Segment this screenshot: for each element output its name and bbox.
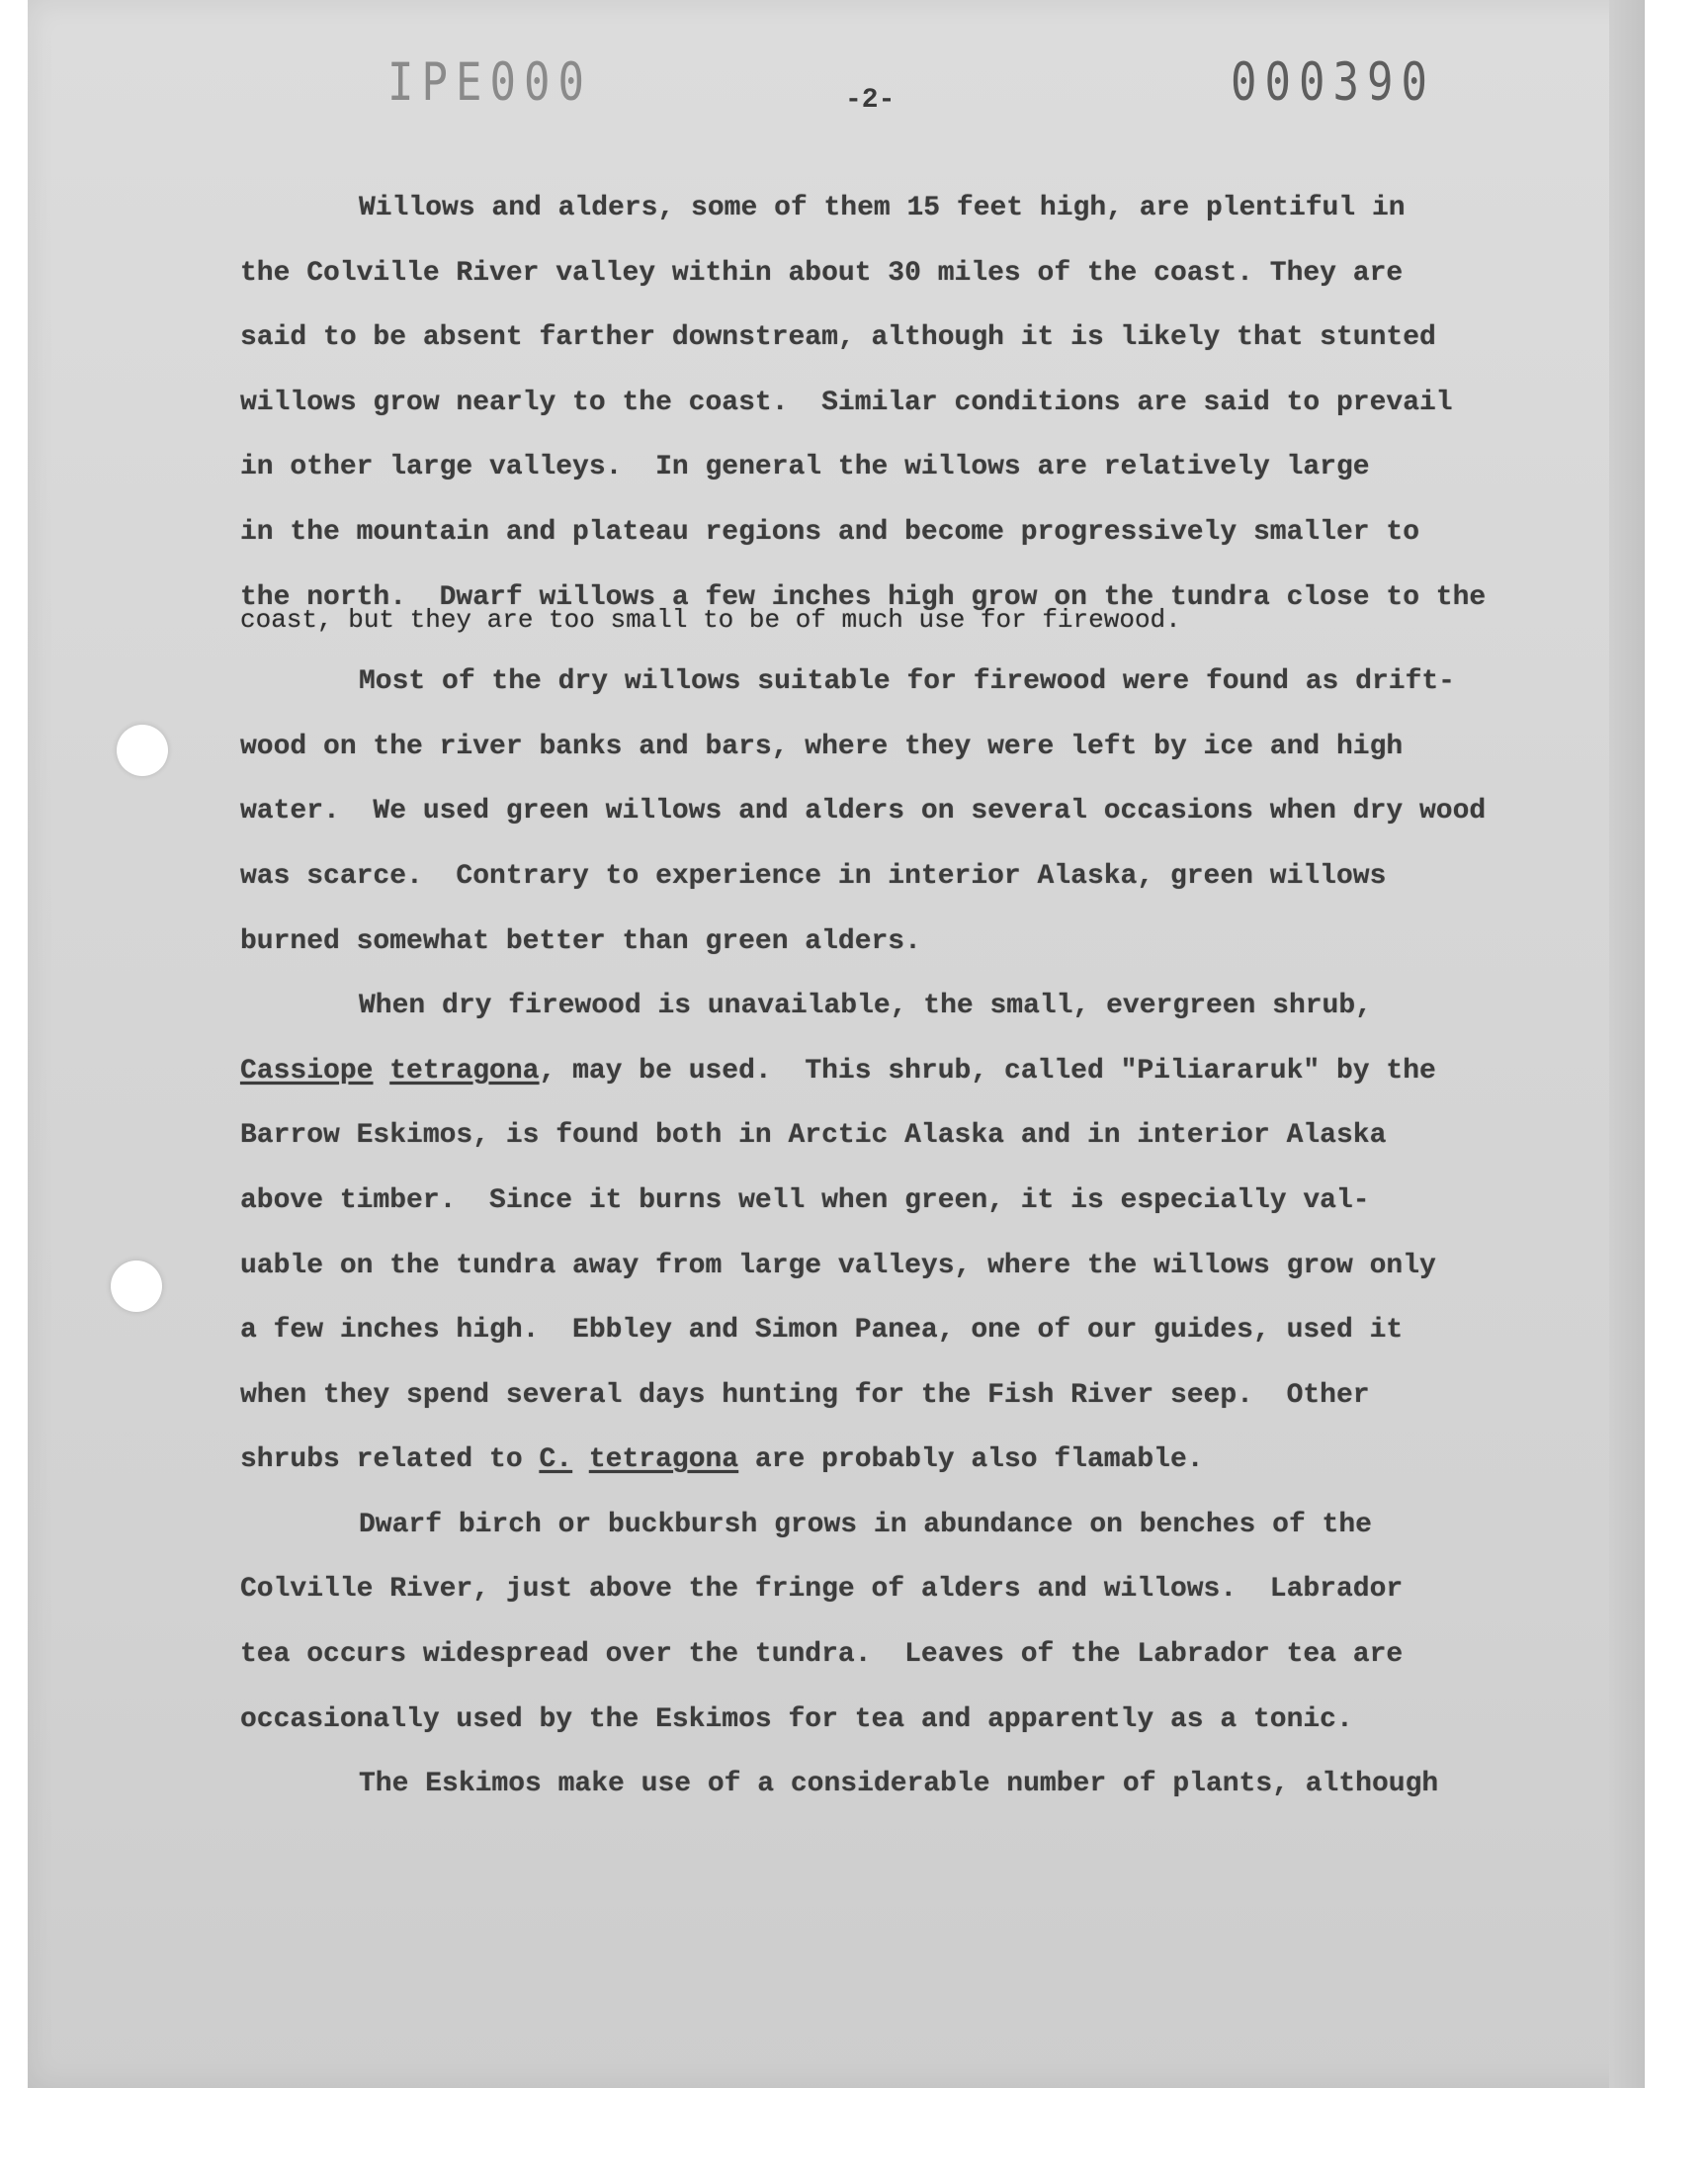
text-line: said to be absent farther downstream, although it is likely that stunted (240, 322, 1436, 354)
text-line (240, 1428, 1495, 1493)
text-span (572, 1444, 589, 1475)
text-line: Dwarf birch or buckbursh grows in abundance on benches of the (359, 1509, 1372, 1540)
text-line-typed-insert: coast, but they are too small to be of much use for firewood. (240, 605, 1181, 636)
text-line: in the mountain and plateau regions and become progressively smaller to (240, 516, 1419, 548)
text-line: Barrow Eskimos, is found both in Arctic Alaska and in interior Alaska (240, 1120, 1387, 1152)
underlined-species: tetragona (389, 1055, 540, 1087)
text-span: , may be used. This shrub, called "Piliararuk" by the (539, 1055, 1436, 1087)
text-line: the north. Dwarf willows a few inches high grow on the tundra close to the (240, 581, 1487, 613)
underlined-genus: Cassiope (240, 1055, 374, 1087)
text-line: above timber. Since it burns well when green, it is especially val- (240, 1184, 1370, 1216)
text-line: occasionally used by the Eskimos for tea and apparently as a tonic. (240, 1703, 1353, 1735)
text-line: Colville River, just above the fringe of alders and willows. Labrador (240, 1574, 1404, 1606)
text-line (240, 1039, 1495, 1104)
text-line: the Colville River valley within about 30 miles of the coast. They are (240, 257, 1404, 289)
text-span (373, 1056, 389, 1087)
text-line: when they spend several days hunting for the Fish River seep. Other (240, 1379, 1370, 1411)
text-line: was scarce. Contrary to experience in interior Alaska, green willows (240, 860, 1387, 892)
text-line: The Eskimos make use of a considerable number of plants, although (359, 1769, 1439, 1800)
text-line: a few inches high. Ebbley and Simon Panea, one of our guides, used it (240, 1315, 1404, 1347)
text-line: in other large valleys. In general the willows are relatively large (240, 452, 1370, 483)
document-stamp-right: 000390 (1231, 51, 1435, 114)
text-line: Willows and alders, some of them 15 feet high, are plentiful in (359, 193, 1406, 223)
punch-hole (111, 1261, 162, 1312)
text-span: are probably also flamable. (738, 1444, 1204, 1476)
text-line: Most of the dry willows suitable for firewood were found as drift- (359, 666, 1455, 698)
text-line: water. We used green willows and alders on several occasions when dry wood (240, 796, 1487, 827)
underlined-genus: C. (539, 1444, 573, 1476)
underlined-species: tetragona (588, 1444, 739, 1476)
text-line: willows grow nearly to the coast. Similar conditions are said to prevail (240, 387, 1453, 418)
punch-hole (117, 725, 168, 776)
body-text (240, 176, 1495, 1817)
page-number: -2- (845, 85, 896, 116)
text-line: tea occurs widespread over the tundra. Leaves of the Labrador tea are (240, 1639, 1404, 1671)
text-line: wood on the river banks and bars, where they were left by ice and high (240, 731, 1404, 762)
text-line: uable on the tundra away from large valleys, where the willows grow only (240, 1250, 1436, 1281)
document-stamp-left: IPE000 (387, 51, 592, 114)
text-line: When dry firewood is unavailable, the small, evergreen shrub, (359, 991, 1372, 1022)
text-line: burned somewhat better than green alders. (240, 925, 921, 957)
text-span: shrubs related to (240, 1444, 540, 1476)
paper-edge (1609, 0, 1645, 2088)
